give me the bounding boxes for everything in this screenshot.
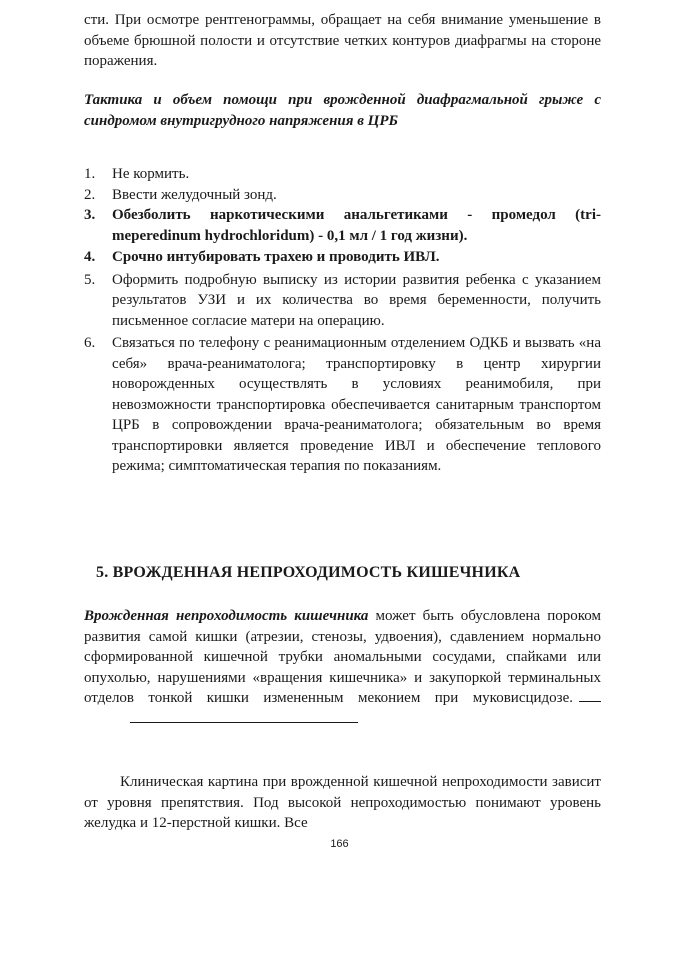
list-item-text: Срочно интубировать трахею и проводить ИВЛ. [112,249,440,265]
definition-term: Врожденная непроходимость кишечника [84,608,369,624]
list-item-number: 6. [84,335,96,351]
tactics-steps-list [84,164,601,477]
tactics-heading: Тактика и объем помощи при врожденной диафрагмальной грыже с синдромом внутригрудного напряжения в ЦРБ [84,92,601,129]
list-item-text: Обезболить наркотическими анальгетиками - промедол (tri-meperedinum hydrochloridum) - 0,1 мл / 1 год жизни). [112,207,601,244]
list-item [84,333,601,477]
definition-paragraph [84,606,601,729]
list-item-number: 2. [84,186,96,203]
list-item-number: 1. [84,166,96,182]
list-item [84,164,601,185]
list-item-text: Не кормить. [112,166,190,182]
list-item [84,185,601,206]
blank-underline [130,721,358,723]
intro-paragraph: сти. При осмотре рентгенограммы, обращает на себя внимание уменьшение в объеме брюшной полости и отсутствие четких контуров диафрагмы на стороне поражения. [84,12,601,69]
list-item [84,247,601,268]
clinical-paragraph: Клиническая картина при врожденной кишечной непроходимости зависит от уровня препятствия. Под высокой непроходимостью понимают уровень желудка и 12-перстной кишки. Все [84,774,601,831]
list-item-number: 5. [84,271,96,288]
list-item [84,270,601,332]
list-item-text: Связаться по телефону с реанимационным отделением ОДКБ и вызвать «на себя» врача-реаниматолога; транспортировку в центр хирургии новорожденных осуществлять в условиях реанимобиля, при невозможности транспортировка обеспечивается санитарным транспортом ЦРБ в сопровождении врача-реаниматолога; обязательным во время транспортировки является проведение ИВЛ и обеспечение теплового режима; симптоматическая терапия по показаниям. [112,335,601,474]
list-item-number: 4. [84,249,96,265]
section-title: 5. ВРОЖДЕННАЯ НЕПРОХОДИМОСТЬ КИШЕЧНИКА [96,564,521,581]
definition-text: может быть обусловлена пороком развития самой кишки (атрезии, стенозы, удвоения), сдавлением нормально сформированной кишечной трубки аномальными сосудами, спайками или опухолью, нарушениями «вращения кишечника» и закупоркой терминальных отделов тонкой кишки измененным меконием при муковисцидозе. [84,608,602,706]
page-number: 166 [330,838,349,850]
list-item [84,205,601,246]
list-item-text: Оформить подробную выписку из истории развития ребенка с указанием результатов УЗИ и их количества во время беременности, получить письменное согласие матери на операцию. [112,271,601,329]
list-item-text: Ввести желудочный зонд. [112,186,277,203]
list-item-number: 3. [84,207,96,223]
blank-underline [579,700,601,702]
